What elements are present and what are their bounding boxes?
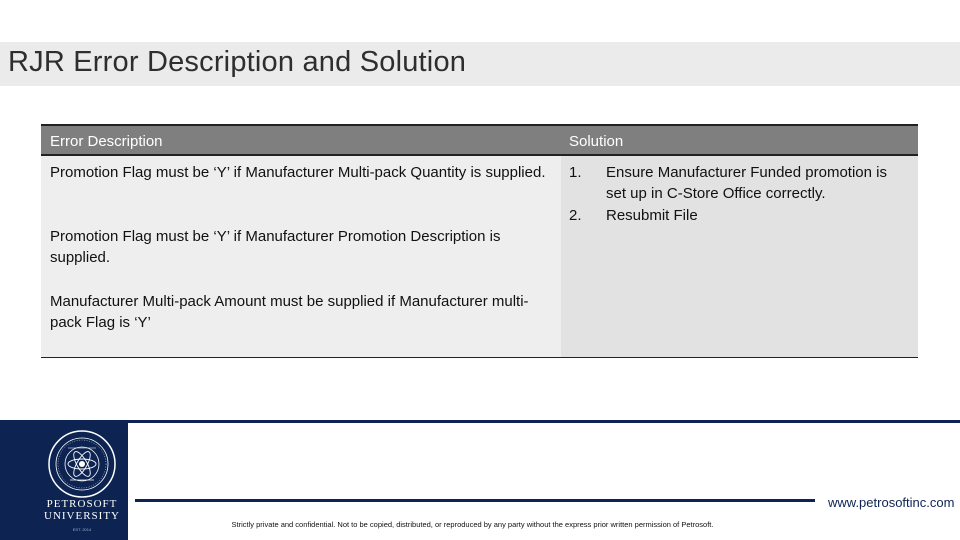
- solution-number: 2.: [569, 207, 582, 224]
- confidentiality-notice: Strictly private and confidential. Not to be copied, distributed, or reproduced by any party without the express prior written permission of Petrosoft.: [231, 520, 714, 529]
- header-error-description: Error Description: [50, 133, 163, 150]
- error-description-cell: [41, 156, 561, 357]
- website-link[interactable]: www.petrosoftinc.com: [828, 495, 955, 510]
- university-tagline: EST. 2014: [72, 527, 92, 532]
- header-solution: Solution: [569, 133, 624, 150]
- table-header-row: [41, 126, 918, 156]
- page-title: RJR Error Description and Solution: [8, 46, 467, 78]
- university-name: PETROSOFT UNIVERSITY: [44, 498, 120, 522]
- university-seal-icon: [48, 430, 116, 498]
- error-table: [41, 124, 918, 358]
- solution-text: Ensure Manufacturer Funded promotion is set up in C-Store Office correctly.: [606, 164, 887, 202]
- footer-divider: [135, 499, 815, 502]
- error-item: Manufacturer Multi-pack Amount must be supplied if Manufacturer multi-pack Flag is ‘Y’: [50, 293, 529, 331]
- error-item: Promotion Flag must be ‘Y’ if Manufacturer Multi-pack Quantity is supplied.: [50, 164, 546, 181]
- error-item: Promotion Flag must be ‘Y’ if Manufacturer Promotion Description is supplied.: [50, 228, 501, 266]
- solution-cell: [561, 156, 918, 357]
- solution-text: Resubmit File: [606, 207, 698, 224]
- solution-number: 1.: [569, 164, 582, 181]
